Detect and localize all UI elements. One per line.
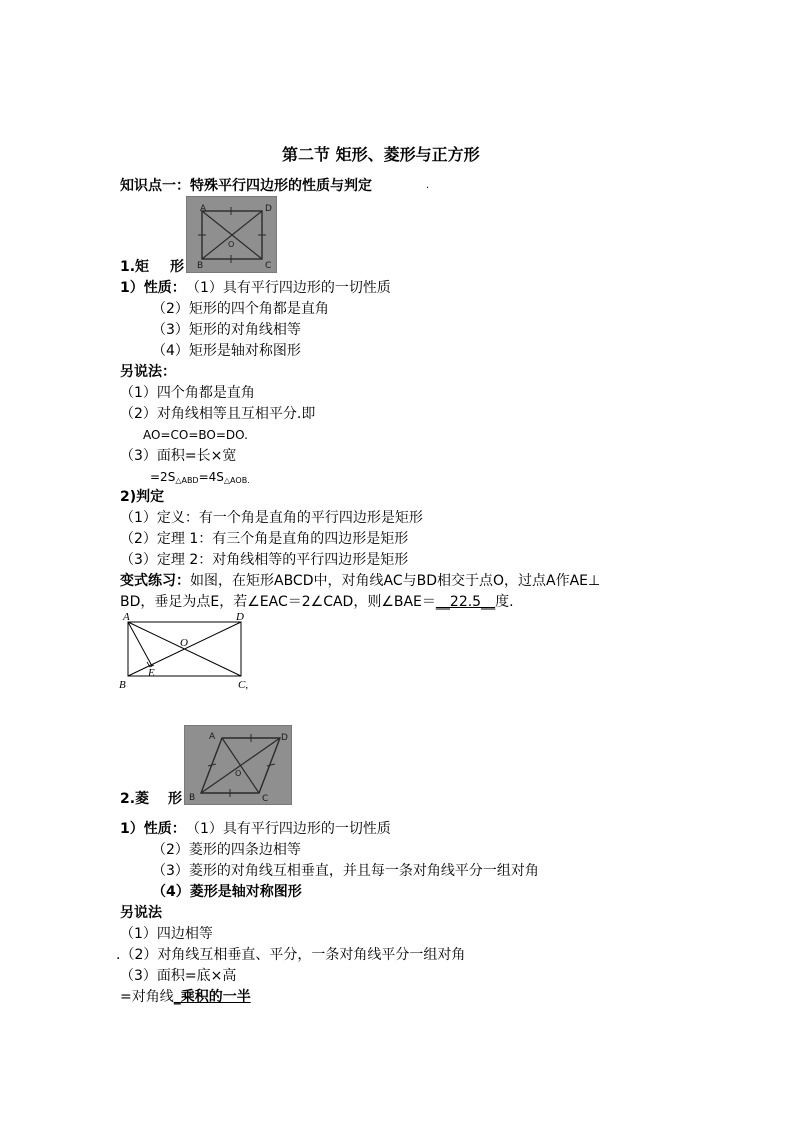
fig-label-o: O	[180, 637, 188, 649]
rhombus-heading-char: 形	[168, 791, 182, 807]
fig-label-c: C,	[238, 679, 249, 691]
rh-photo-label-b: B	[189, 793, 196, 803]
rectangle-heading-char: 形	[170, 259, 184, 275]
fig-label-b: B	[119, 679, 126, 691]
exercise-line-1: 变式练习：如图，在矩形ABCD中，对角线AC与BD相交于点O，过点A作AE⊥	[120, 573, 601, 589]
rh-prop-1: （1）具有平行四边形的一切性质	[186, 821, 391, 837]
rh-photo-label-d: D	[281, 733, 288, 743]
exercise-figure	[112, 608, 262, 694]
page-title: 第二节 矩形、菱形与正方形	[282, 145, 480, 164]
rh-prop-4: （4）菱形是轴对称图形	[152, 884, 302, 900]
rh-alt-label: 另说法	[120, 905, 162, 921]
photo-label-c: C	[265, 261, 272, 271]
rh-alt-1: （1）四边相等	[120, 926, 213, 942]
rh-area-diagonal: =对角线_乘积的一半	[120, 989, 251, 1005]
rhombus-sketch	[185, 726, 291, 804]
fig-label-d: D	[236, 611, 244, 623]
rect-alt-1: （1）四个角都是直角	[120, 385, 255, 401]
rh-prop-label: 1）性质：	[120, 821, 186, 837]
fig-label-e: E	[148, 667, 155, 679]
rect-judge-2: （2）定理 1：有三个角是直角的四边形是矩形	[120, 531, 409, 547]
rect-prop-1: （1）具有平行四边形的一切性质	[186, 280, 391, 296]
rect-alt-2: （2）对角线相等且互相平分.即	[120, 406, 316, 422]
rect-prop-label: 1）性质：	[120, 280, 186, 296]
rhombus-photo	[184, 725, 292, 805]
photo-label-o: O	[228, 240, 235, 249]
rect-alt-equal-segments: AO=CO=BO=DO.	[143, 428, 248, 442]
rh-photo-label-o: O	[235, 769, 242, 778]
rectangle-heading-num: 1.矩	[120, 259, 150, 275]
photo-label-d: D	[265, 204, 272, 214]
photo-label-b: B	[197, 261, 204, 271]
fig-label-a: A	[123, 611, 130, 623]
rect-area-formula: $=2S_{\triangle ABD}=4S_{\triangle AOB.}$	[150, 470, 250, 485]
rect-prop-4: （4）矩形是轴对称图形	[152, 343, 301, 359]
photo-label-a: A	[200, 204, 207, 214]
rectangle-sketch	[187, 197, 276, 272]
rect-judge-3: （3）定理 2：对角线相等的平行四边形是矩形	[120, 552, 409, 568]
rhombus-heading-num: 2.菱	[120, 791, 150, 807]
rect-alt-label: 另说法：	[120, 364, 176, 380]
rect-judge-1: （1）定义：有一个角是直角的平行四边形是矩形	[120, 510, 423, 526]
knowledge-point-heading: 知识点一：特殊平行四边形的性质与判定	[120, 178, 372, 194]
rh-photo-label-a: A	[209, 732, 216, 742]
rect-prop-3: （3）矩形的对角线相等	[152, 322, 301, 338]
rect-alt-3: （3）面积=长×宽	[120, 448, 237, 464]
rect-judge-label: 2)判定	[120, 489, 165, 505]
exercise-line-2: BD，垂足为点E，若∠EAC＝2∠CAD，则∠BAE＝__22.5__度.	[120, 594, 514, 610]
exercise-answer: __22.5__	[435, 594, 496, 610]
rh-prop-2: （2）菱形的四条边相等	[152, 842, 301, 858]
rh-alt-3: （3）面积=底×高	[120, 968, 237, 984]
rectangle-photo	[186, 196, 277, 273]
rect-prop-2: （2）矩形的四个角都是直角	[152, 301, 329, 317]
stray-dot: .	[426, 180, 430, 191]
rh-photo-label-c: C	[262, 794, 269, 804]
rh-prop-3: （3）菱形的对角线互相垂直，并且每一条对角线平分一组对角	[152, 863, 539, 879]
rh-alt-2: .（2）对角线互相垂直、平分，一条对角线平分一组对角	[116, 947, 466, 963]
